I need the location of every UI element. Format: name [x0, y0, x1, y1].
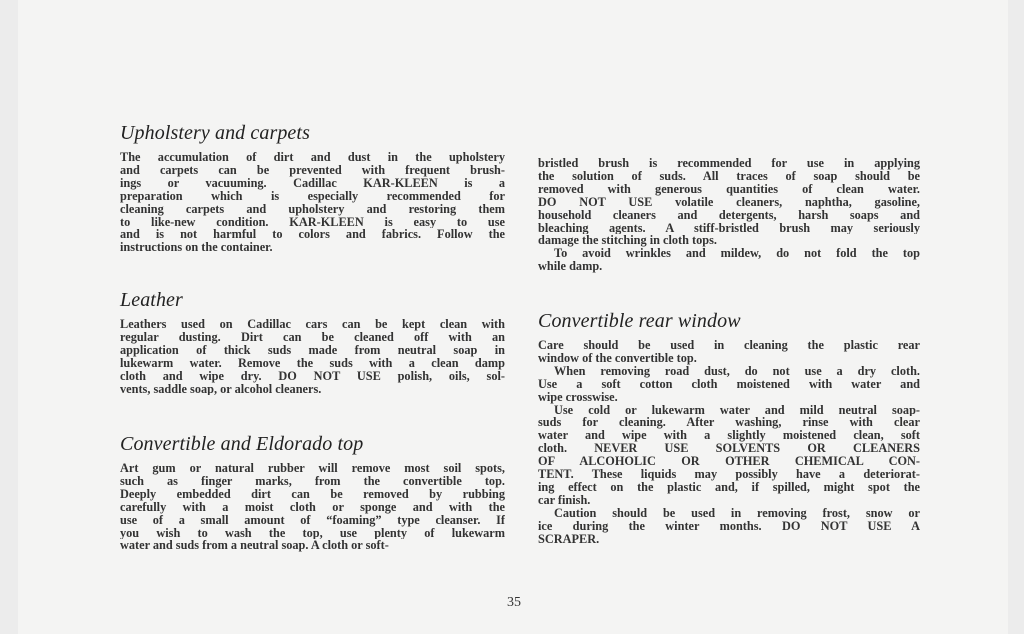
section-convertible-top-continued: [538, 157, 920, 273]
text-line: wipe crosswise.: [538, 390, 618, 404]
text-line: TENT. These liquids may possibly have a deteriorat-: [538, 468, 920, 481]
paragraph: [538, 247, 920, 273]
paragraph: [538, 507, 920, 546]
text-line: SCRAPER.: [538, 532, 600, 546]
paragraph: [538, 157, 920, 247]
text-line: Deeply embedded dirt can be removed by rubbing: [120, 487, 505, 501]
text-line: cloth. NEVER USE SOLVENTS OR CLEANERS: [538, 442, 920, 456]
text-line: window of the convertible top.: [538, 351, 697, 365]
text-line: OF ALCOHOLIC OR OTHER CHEMICAL CON-: [538, 455, 920, 469]
text-line: carefully with a moist cloth or sponge and with the: [120, 500, 505, 514]
paragraph: [120, 462, 505, 552]
page-number: 35: [507, 595, 521, 610]
text-line: water and suds from a neutral soap. A cloth or soft-: [120, 539, 389, 553]
text-line: and carpets can be prevented with frequent brush-: [120, 163, 505, 177]
paragraph: [120, 318, 505, 395]
text-line: you wish to wash the top, use plenty of lukewarm: [120, 526, 505, 540]
text-line: use of a small amount of “foaming” type cleanser. If: [120, 513, 505, 527]
text-line: such as finger marks, from the convertible top.: [120, 474, 505, 488]
section-heading: Convertible rear window: [538, 310, 741, 332]
text-line: cleaning carpets and upholstery and restoring them: [120, 202, 505, 216]
text-line: bristled brush is recommended for use in applying: [538, 157, 920, 170]
text-line: household cleaners and detergents, harsh soaps and: [538, 208, 920, 222]
text-line: lukewarm water. Remove the suds with a clean damp: [120, 356, 505, 370]
text-line: ice during the winter months. DO NOT USE A: [538, 519, 920, 533]
text-line: Use cold or lukewarm water and mild neutral soap-: [554, 403, 920, 417]
text-line: preparation which is especially recommended for: [120, 189, 505, 203]
section-upholstery: [120, 122, 505, 254]
paragraph: [120, 151, 505, 254]
text-line: Caution should be used in removing frost, snow or: [554, 506, 920, 520]
text-line: the solution of suds. All traces of soap should be: [538, 169, 920, 183]
text-line: ing effect on the plastic and, if spilled, might spot the: [538, 480, 920, 494]
text-line: Leathers used on Cadillac cars can be kept clean with: [120, 318, 505, 331]
text-line: ings or vacuuming. Cadillac KAR-KLEEN is a: [120, 176, 505, 190]
text-line: car finish.: [538, 493, 591, 507]
text-line: application of thick suds made from neutral soap in: [120, 343, 505, 357]
text-line: Care should be used in cleaning the plastic rear: [538, 339, 920, 352]
text-line: water and wipe with a slightly moistened clean, soft: [538, 429, 920, 443]
text-line: regular dusting. Dirt can be cleaned off with an: [120, 330, 505, 344]
paragraph: [538, 339, 920, 365]
text-line: The accumulation of dirt and dust in the upholstery: [120, 151, 505, 164]
paragraph: [538, 404, 920, 507]
text-line: Use a soft cotton cloth moistened with water and: [538, 377, 920, 391]
text-line: to like-new condition. KAR-KLEEN is easy to use: [120, 215, 505, 229]
text-line: removed with generous quantities of clean water.: [538, 182, 920, 196]
section-rear-window: [538, 310, 920, 546]
section-heading: Convertible and Eldorado top: [120, 433, 364, 455]
text-line: vents, saddle soap, or alcohol cleaners.: [120, 382, 322, 396]
text-line: cloth and wipe dry. DO NOT USE polish, oils, sol-: [120, 369, 505, 383]
text-line: suds for cleaning. After washing, rinse with clear: [538, 416, 920, 430]
text-line: Art gum or natural rubber will remove most soil spots,: [120, 462, 505, 475]
section-heading: Upholstery and carpets: [120, 122, 310, 144]
text-line: To avoid wrinkles and mildew, do not fold the top: [554, 247, 920, 261]
section-convertible-top: [120, 433, 505, 552]
text-line: and is not harmful to colors and fabrics. Follow the: [120, 228, 505, 242]
section-leather: [120, 289, 505, 395]
text-line: When removing road dust, do not use a dry cloth.: [554, 364, 920, 378]
section-heading: Leather: [120, 289, 183, 311]
text-line: bleaching agents. A stiff-bristled brush may seriously: [538, 221, 920, 235]
text-line: instructions on the container.: [120, 241, 273, 255]
text-line: damage the stitching in cloth tops.: [538, 234, 717, 248]
paragraph: [538, 365, 920, 404]
text-line: while damp.: [538, 260, 603, 274]
text-line: DO NOT USE volatile cleaners, naphtha, gasoline,: [538, 195, 920, 209]
